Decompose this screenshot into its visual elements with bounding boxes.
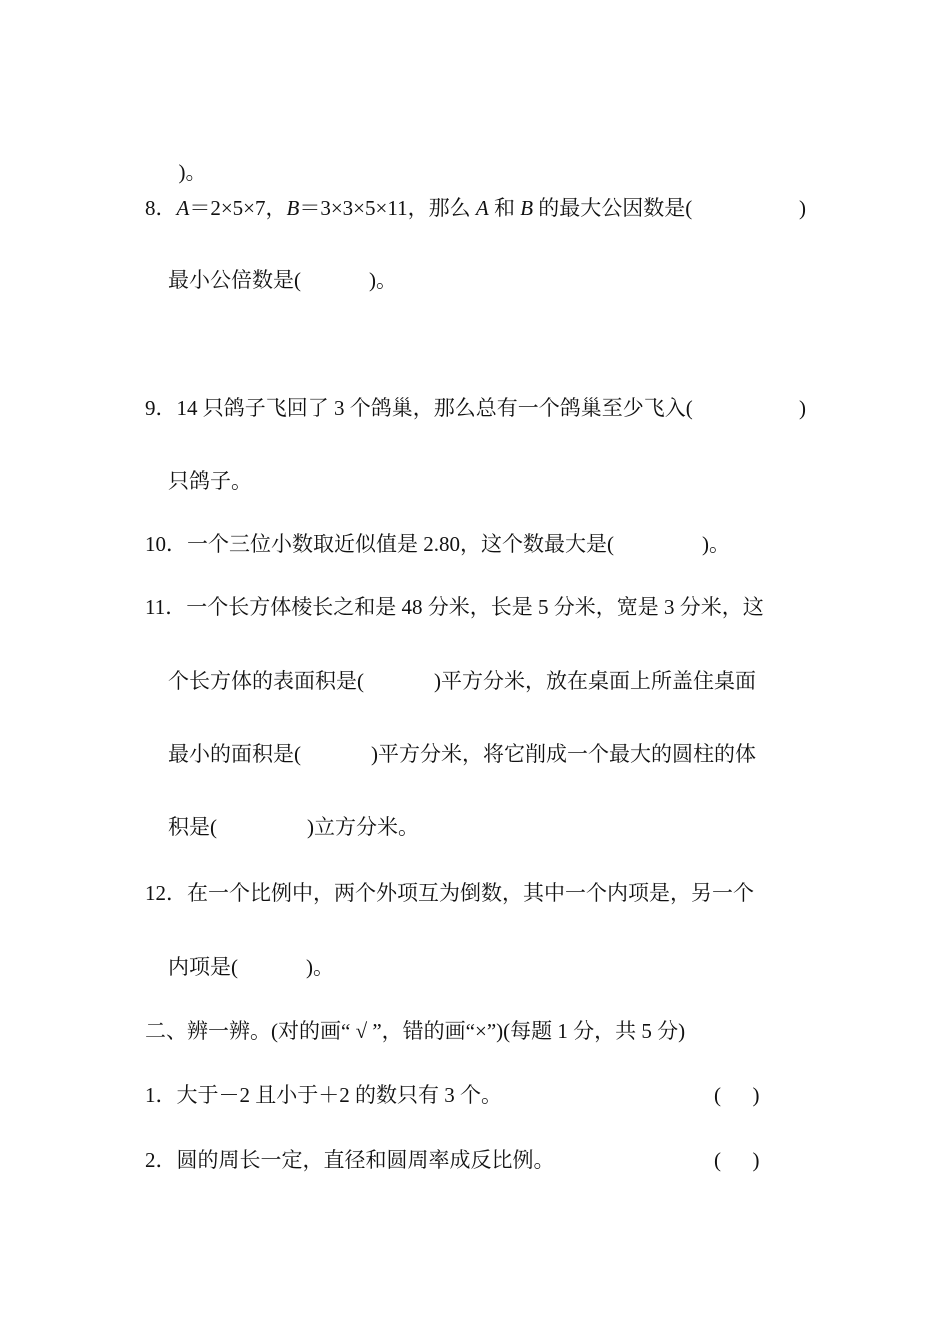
true-false-item-2	[145, 1146, 555, 1174]
question-9-line-2	[168, 467, 252, 495]
answer-box[interactable]: ( )	[714, 1148, 760, 1172]
question-12-line-1	[145, 879, 754, 907]
text: 一个长方体棱长之和是 48 分米，长是 5 分米，宽是 3 分米，这	[186, 595, 764, 619]
text: )平方分米，放在桌面上所盖住桌面	[434, 669, 756, 693]
variable-b: B	[286, 196, 300, 220]
question-8-line-2	[168, 266, 397, 294]
question-number: 10．	[145, 532, 187, 556]
text: 内项是(	[168, 955, 238, 979]
answer-blank-close: )	[799, 196, 806, 220]
text: )立方分米。	[307, 815, 419, 839]
continuation-text: )。	[178, 160, 207, 184]
text: 大于－2 且小于＋2 的数只有 3 个。	[176, 1083, 502, 1107]
question-11-line-1	[145, 593, 764, 621]
text: 14 只鸽子飞回了 3 个鸽巢，那么总有一个鸽巢至少飞入(	[176, 396, 693, 420]
text: 最小公倍数是(	[168, 268, 301, 292]
question-11-line-4	[168, 813, 419, 841]
text: 在一个比例中，两个外项互为倒数，其中一个内项是，另一个	[187, 881, 754, 905]
continuation-tail	[168, 130, 207, 186]
expression-a: ＝2×5×7，	[189, 196, 287, 220]
text: 圆的周长一定，直径和圆周率成反比例。	[176, 1148, 555, 1172]
question-10-line-1	[145, 530, 730, 558]
variable-a: A	[176, 196, 190, 220]
expression-b: ＝3×3×5×11，那么	[299, 196, 476, 220]
text: )。	[702, 532, 730, 556]
variable-a: A	[475, 196, 489, 220]
question-8-line-1	[145, 194, 692, 222]
question-11-line-2	[168, 667, 756, 695]
variable-b: B	[520, 196, 534, 220]
text: 只鸽子。	[168, 469, 252, 493]
text: 一个三位小数取近似值是 2.80，这个数最大是(	[187, 532, 614, 556]
question-number: 8．	[145, 196, 177, 220]
question-number: 12．	[145, 881, 187, 905]
text: 个长方体的表面积是(	[168, 669, 364, 693]
section-2-heading: 二、辨一辨。(对的画“ √ ”，错的画“×”)(每题 1 分，共 5 分)	[145, 1019, 686, 1043]
text: 和	[488, 196, 521, 220]
text: )平方分米，将它削成一个最大的圆柱的体	[371, 742, 756, 766]
question-11-line-3	[168, 740, 756, 768]
question-number: 2．	[145, 1148, 177, 1172]
text: )。	[306, 955, 334, 979]
text: 最小的面积是(	[168, 742, 301, 766]
question-number: 1．	[145, 1083, 177, 1107]
question-number: 9．	[145, 396, 177, 420]
true-false-item-1	[145, 1081, 502, 1109]
question-9-line-1	[145, 394, 693, 422]
question-number: 11．	[145, 595, 187, 619]
text: 积是(	[168, 815, 217, 839]
text: 的最大公因数是(	[533, 196, 693, 220]
answer-box[interactable]: ( )	[714, 1083, 760, 1107]
answer-blank-close: )	[799, 396, 806, 420]
text: )。	[369, 268, 397, 292]
question-12-line-2	[168, 953, 334, 981]
